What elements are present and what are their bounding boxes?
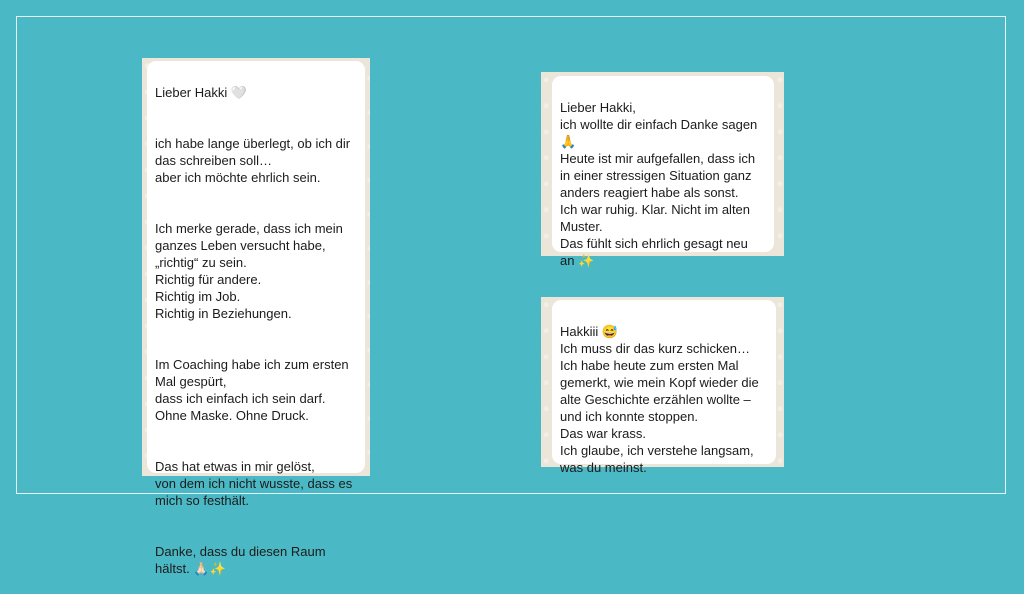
message-paragraph: Das hat etwas in mir gelöst, von dem ich nicht wusste, dass es mich so festhält. <box>155 459 353 508</box>
message-paragraph: Lieber Hakki, ich wollte dir einfach Danke sagen 🙏 Heute ist mir aufgefallen, dass ich in einer stressigen Situation ganz anders reagiert habe als sonst. Ich war ruhig. Klar. Nicht im alten Muster. Das fühlt sich ehrlich gesagt neu an ✨ <box>560 100 758 268</box>
chat-screenshot-1 <box>142 58 370 576</box>
message-paragraph: Im Coaching habe ich zum ersten Mal gespürt, dass ich einfach ich sein darf. Ohne Maske. Ohne Druck. <box>155 357 349 423</box>
message-paragraph: Danke, dass du diesen Raum hältst. 🙏🏻✨ <box>155 544 326 576</box>
message-paragraph: Hakkiii 😅 Ich muss dir das kurz schicken… Ich habe heute zum ersten Mal gemerkt, wie mein Kopf wieder die alte Geschichte erzählen wollte – und ich konnte stoppen. Das war krass. Ich glaube, ich verstehe langsam, was du meinst. <box>560 324 759 475</box>
message-bubble <box>552 300 776 475</box>
message-paragraph: Lieber Hakki 🤍 <box>155 85 248 100</box>
chat-screenshot-3 <box>541 297 784 475</box>
message-bubble <box>552 76 774 268</box>
chat-screenshot-2 <box>541 72 784 268</box>
message-bubble <box>147 61 365 576</box>
message-paragraph: ich habe lange überlegt, ob ich dir das schreiben soll… aber ich möchte ehrlich sein. <box>155 136 351 185</box>
message-paragraph: Ich merke gerade, dass ich mein ganzes Leben versucht habe, „richtig“ zu sein. Richtig für andere. Richtig im Job. Richtig in Beziehungen. <box>155 221 343 321</box>
